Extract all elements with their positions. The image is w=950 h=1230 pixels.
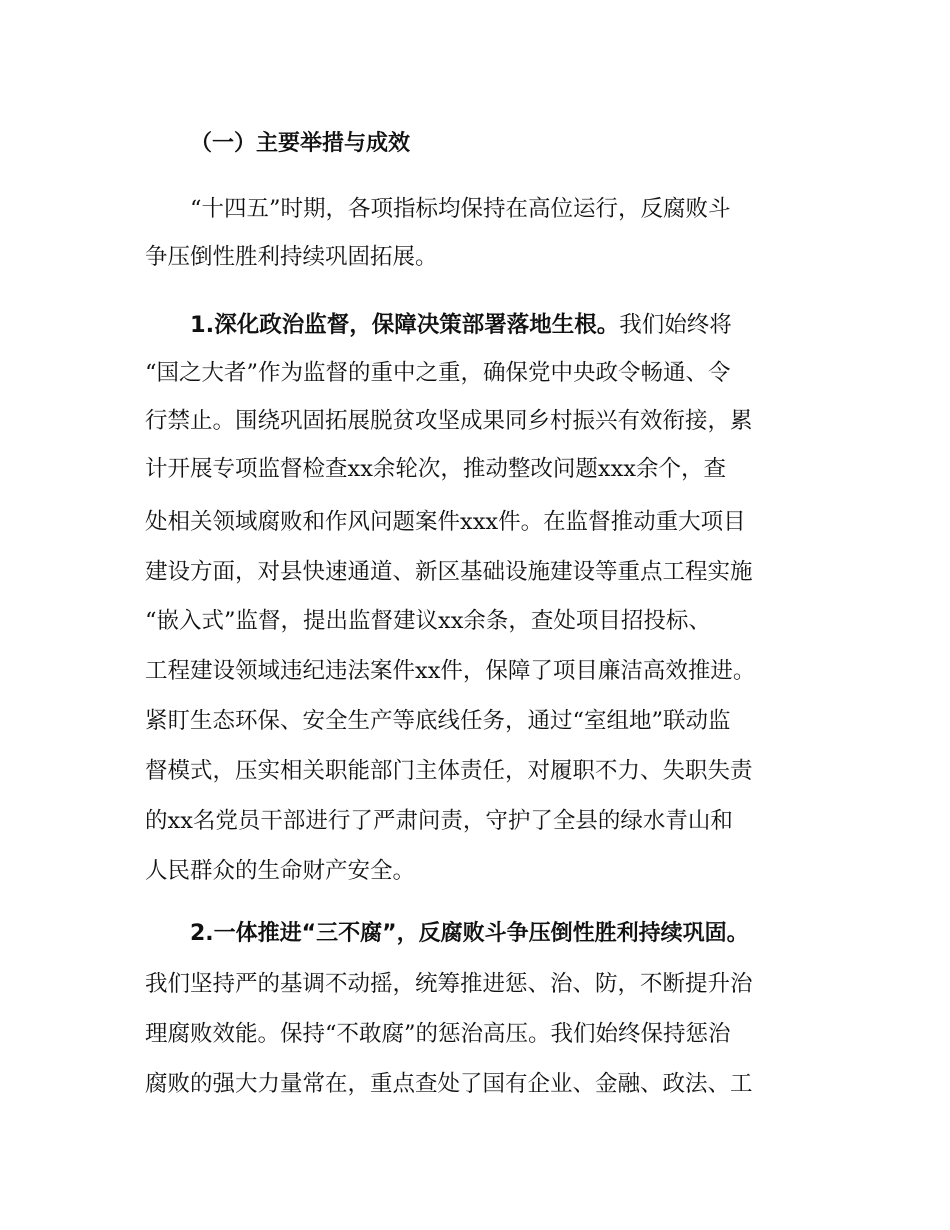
intro-line: 争压倒性胜利持续巩固拓展。 [145,244,438,270]
section-heading: （一）主要举措与成效 [190,131,411,156]
item2-line: 我们坚持严的基调不动摇，统筹推进惩、治、防，不断提升治 [145,971,753,997]
item1-line: 督模式，压实相关职能部门主体责任，对履职不力、失职失责 [145,758,753,784]
item1-line: 处相关领域腐败和作风问题案件xxx件。在监督推动重大项目 [145,509,746,535]
item1-line: 的xx名党员干部进行了严肃问责，守护了全县的绿水青山和 [145,808,733,834]
item1-first-line [190,309,732,341]
item1-line: 建设方面，对县快速通道、新区基础设施建设等重点工程实施 [145,559,753,585]
item1-lead: 1.深化政治监督，保障决策部署落地生根。 [190,312,620,338]
item2-lead: 2.一体推进“三不腐”，反腐败斗争压倒性胜利持续巩固。 [190,921,749,946]
item1-line: “嵌入式”监督，提出监督建议xx余条，查处项目招投标、 [145,608,711,634]
item1-line: 行禁止。围绕巩固拓展脱贫攻坚成果同乡村振兴有效衔接，累 [145,408,753,434]
item1-line: 人民群众的生命财产安全。 [145,858,416,884]
item1-line: “国之大者”作为监督的重中之重，确保党中央政令畅通、令 [145,360,731,386]
item2-line: 腐败的强大力量常在，重点查处了国有企业、金融、政法、工 [145,1071,753,1097]
item1-line: 计开展专项监督检查xx余轮次，推动整改问题xxx余个，查 [145,456,726,482]
item2-line: 理腐败效能。保持“不敢腐”的惩治高压。我们始终保持惩治 [145,1021,731,1047]
intro-line: “十四五”时期，各项指标均保持在高位运行，反腐败斗 [190,196,731,222]
item1-line: 工程建设领域违纪违法案件xx件，保障了项目廉洁高效推进。 [145,658,756,684]
item1-first-line-rest: 我们始终将 [619,312,732,338]
item1-line: 紧盯生态环保、安全生产等底线任务，通过“室组地”联动监 [145,708,731,734]
